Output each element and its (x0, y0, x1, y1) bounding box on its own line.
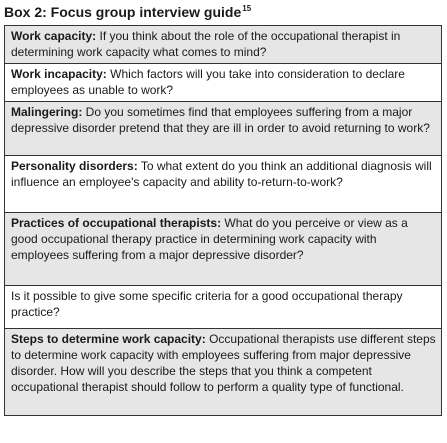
question-row-steps (5, 329, 441, 416)
box-title-text: Box 2: Focus group interview guide (4, 4, 242, 20)
question-row-personality-disorders (5, 156, 441, 213)
box-title (4, 3, 443, 23)
box-title-reference: 15 (242, 4, 252, 14)
question-label: Steps to determine work capacity: (11, 332, 206, 346)
question-text: Which factors will you take into consideration to declare employees as unable to work? (11, 67, 405, 97)
question-text: Do you sometimes find that employees suffering from a major depressive disorder pretend that they are ill in order to avoid returning to work? (11, 105, 430, 135)
question-row-criteria (5, 286, 441, 329)
question-label: Work capacity: (11, 29, 97, 43)
question-row-work-incapacity (5, 64, 441, 102)
question-row-work-capacity (5, 26, 441, 64)
question-label: Personality disorders: (11, 159, 138, 173)
question-text: Occupational therapists use different steps to determine work capacity with employees suffering from major depressive disorder. How will you describe the steps that you think a competent occupational therapist should follow to perform a quality type of functional. (11, 332, 436, 394)
question-label: Work incapacity: (11, 67, 107, 81)
question-row-malingering (5, 102, 441, 156)
question-text: What do you perceive or view as a good occupational therapy practice in determining work capacity with employees suffering from a major depressive disorder? (11, 216, 408, 262)
question-list (4, 25, 442, 416)
question-text: If you think about the role of the occupational therapist in determining work capacity what comes to mind? (11, 29, 401, 59)
question-text: Is it possible to give some specific criteria for a good occupational therapy practice? (11, 289, 403, 319)
question-text: To what extent do you think an additional diagnosis will influence an employee's capacity and ability to-return-to-work? (11, 159, 432, 189)
question-label: Practices of occupational therapists: (11, 216, 222, 230)
question-row-practices (5, 213, 441, 286)
question-label: Malingering: (11, 105, 83, 119)
